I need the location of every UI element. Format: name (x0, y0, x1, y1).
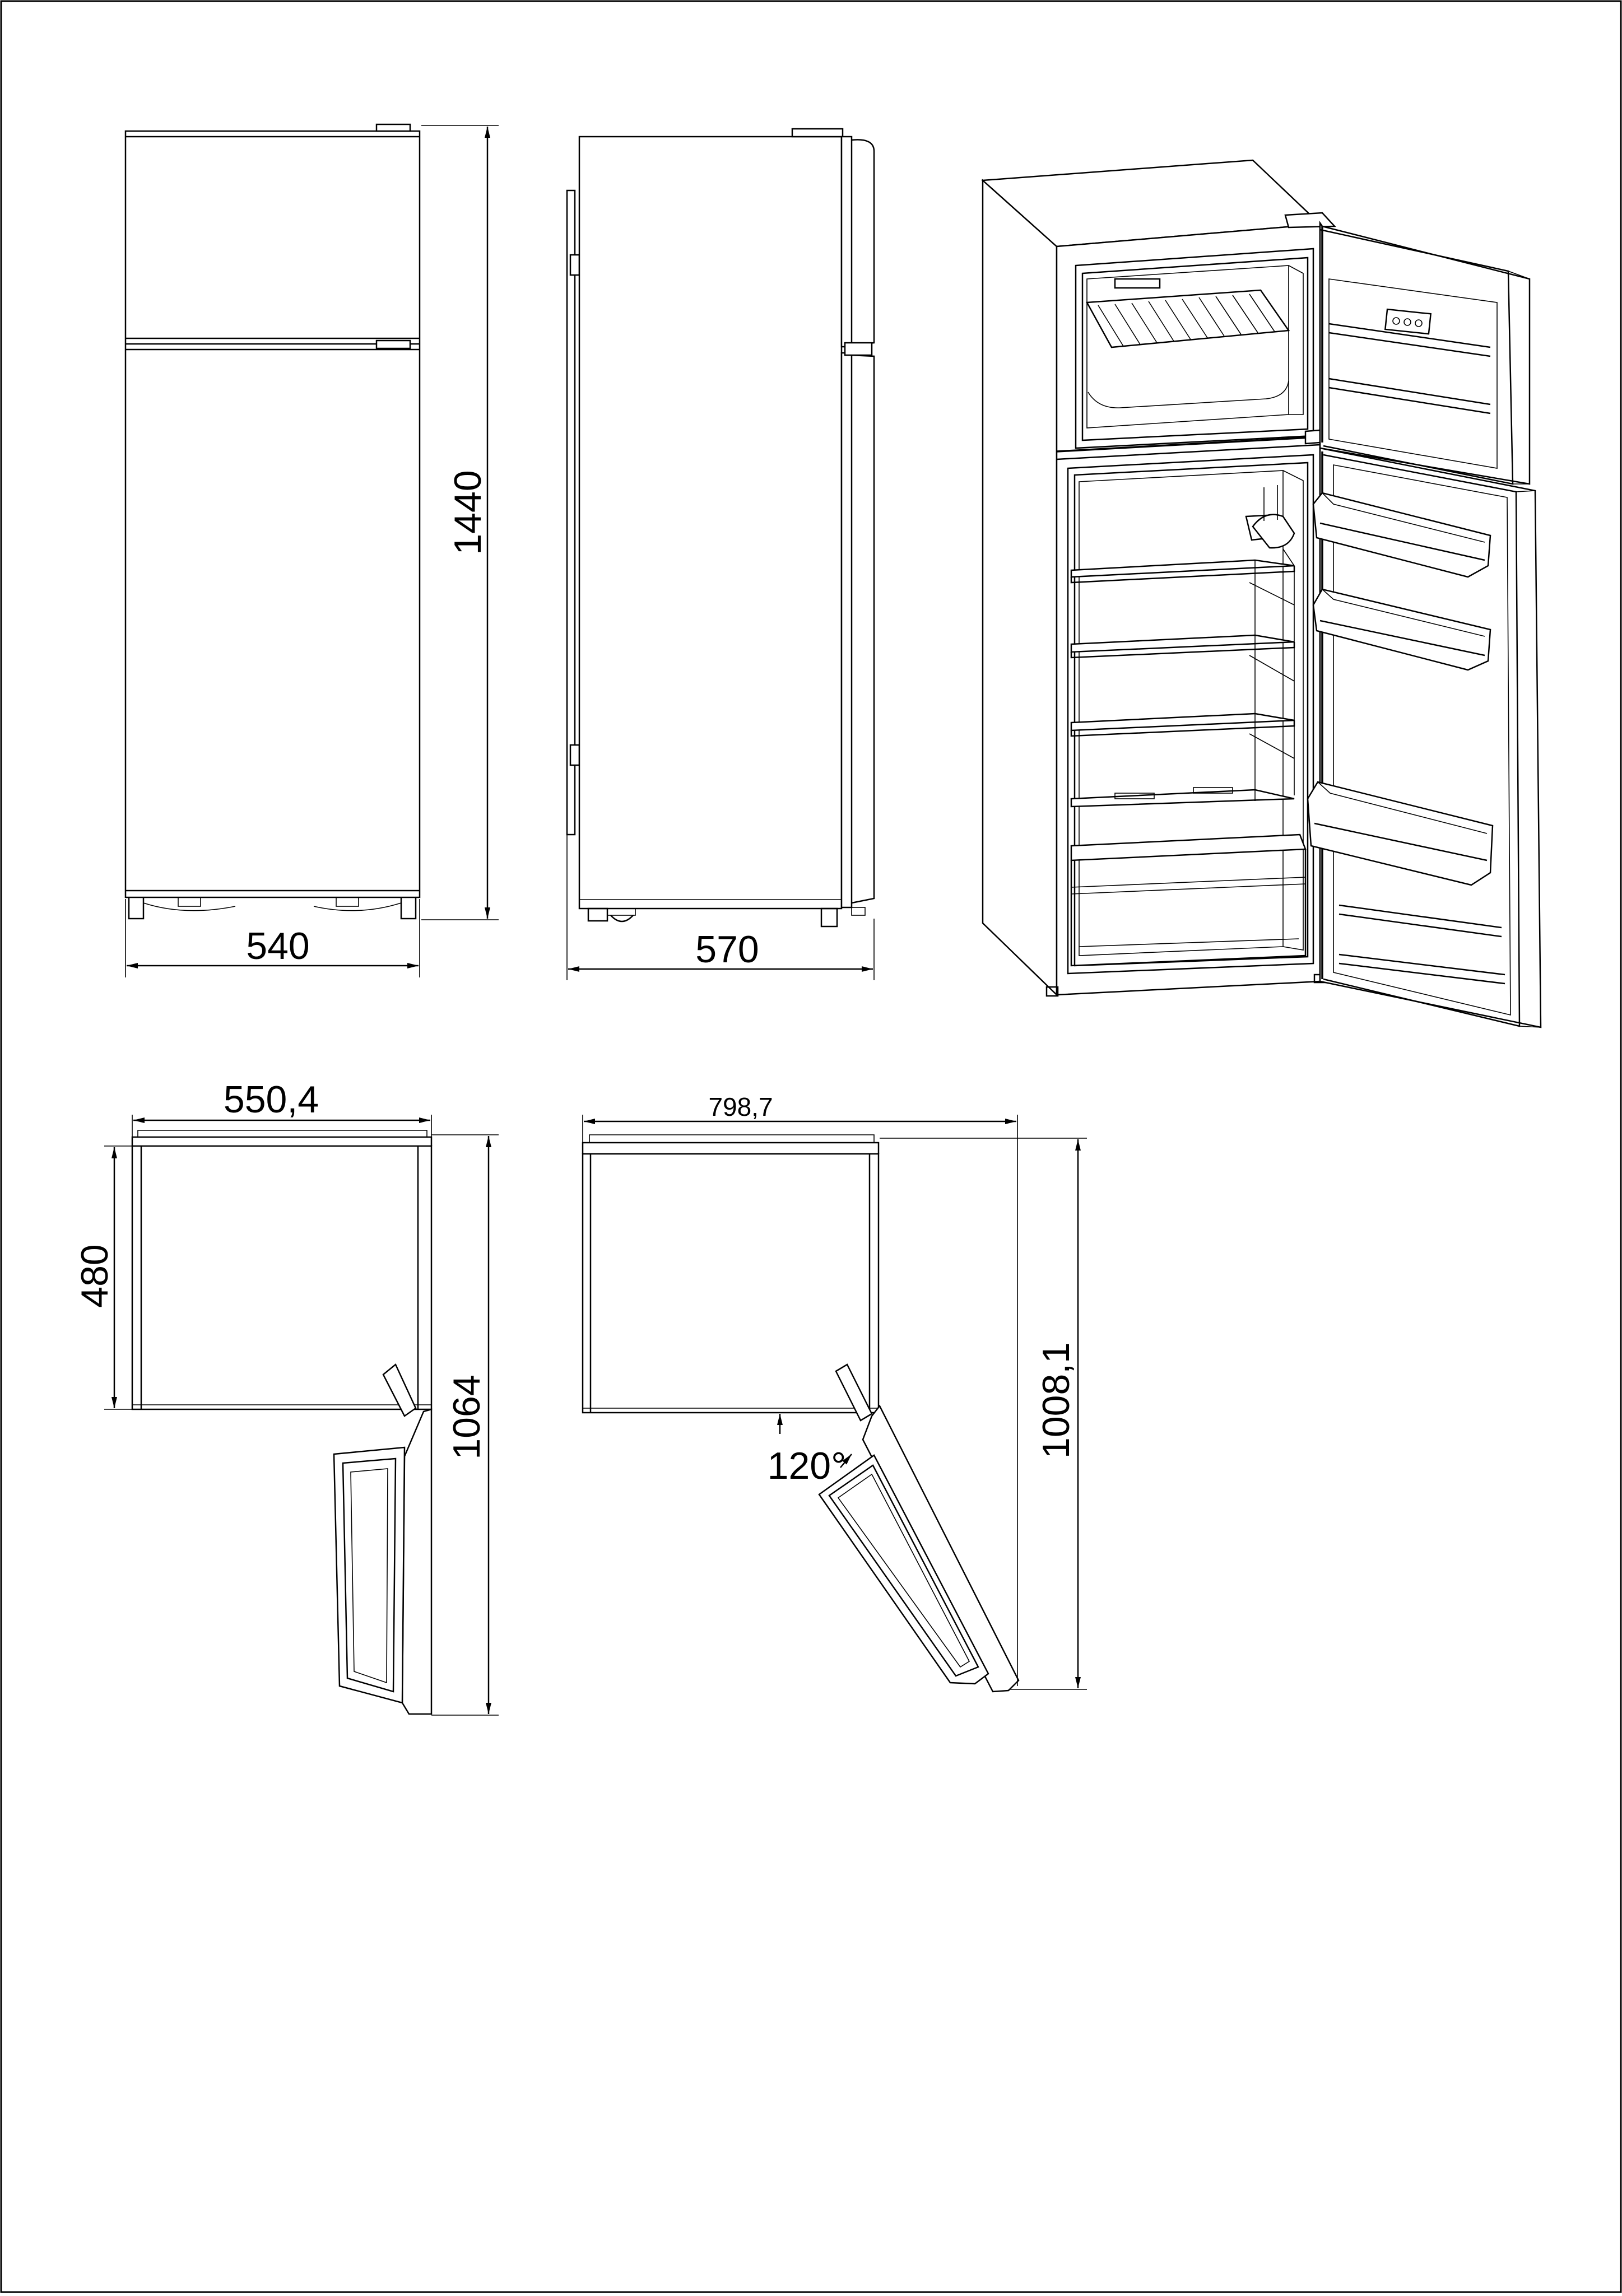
top-open-total-depth-label: 1008,1 (1035, 1342, 1077, 1459)
height-dimension (421, 125, 499, 920)
fridge-door-open (1308, 448, 1541, 1027)
top-view-open (583, 1135, 1019, 1692)
front-width-dimension (126, 899, 420, 977)
top-open-width-label: 798,7 (708, 1092, 773, 1121)
side-depth-label: 570 (695, 928, 759, 971)
door-angle-label: 120° (767, 1445, 847, 1487)
top-closed-total-depth-label: 1064 (445, 1375, 488, 1460)
perspective-view (983, 160, 1541, 1027)
freezer-door-open (1320, 223, 1530, 484)
side-view (567, 129, 874, 926)
height-label: 1440 (447, 470, 489, 555)
front-view (126, 124, 420, 919)
top-view-closed (132, 1130, 431, 1714)
top-closed-width-label: 550,4 (223, 1078, 319, 1121)
top-closed-depth-dimension (73, 1146, 132, 1409)
top-closed-total-depth-dimension (431, 1135, 499, 1715)
top-closed-depth-label: 480 (73, 1244, 116, 1308)
front-width-label: 540 (246, 925, 310, 967)
